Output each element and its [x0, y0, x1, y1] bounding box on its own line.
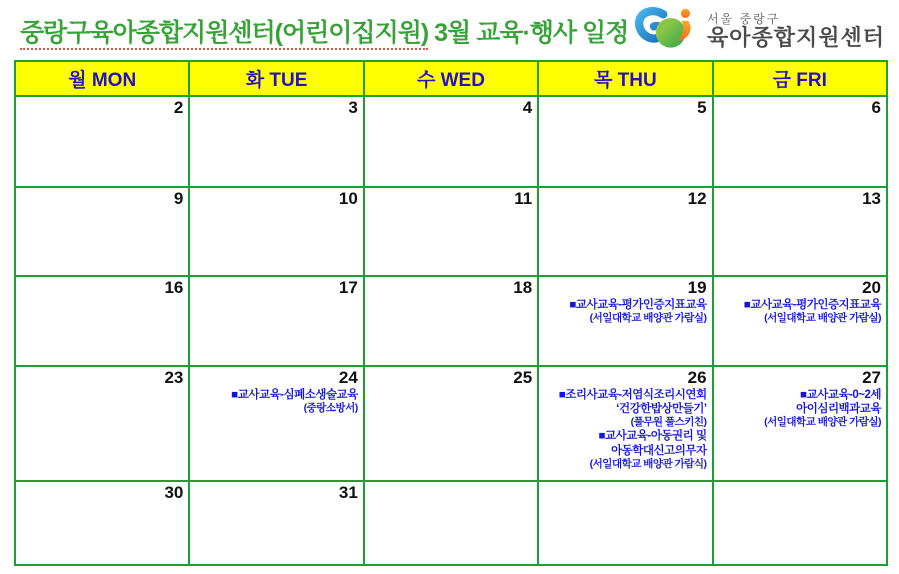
date-number: 20 — [862, 278, 881, 297]
calendar-cell — [15, 481, 189, 565]
calendar-cell — [189, 187, 363, 276]
calendar-cell — [713, 481, 887, 565]
date-number: 26 — [687, 368, 707, 387]
center-logo — [632, 6, 889, 56]
event-title-line: ■교사교육-평가인증지표교육 — [569, 298, 707, 311]
sci-logo-icon — [632, 6, 700, 56]
event-location: (서일대학교 배양관 가람실) — [764, 416, 881, 429]
event-title-line: ■교사교육-0~2세 — [800, 388, 881, 401]
event-location: (서일대학교 배양관 가람식) — [589, 458, 707, 471]
calendar-week-row — [15, 366, 887, 481]
date-number: 6 — [871, 98, 881, 117]
calendar-table — [14, 60, 888, 566]
event-location: (풀무원 풀스키친) — [630, 416, 707, 429]
date-number: 13 — [862, 189, 881, 208]
date-number: 4 — [522, 98, 533, 117]
logo-region-label: 서울 중랑구 — [706, 12, 781, 27]
event-title-line: ■교사교육-아동권리 및 — [598, 430, 707, 443]
date-number: 31 — [338, 483, 358, 502]
date-number: 18 — [513, 278, 533, 297]
event-entry — [541, 429, 706, 471]
date-number: 24 — [338, 368, 358, 387]
event-location: (중랑소방서) — [303, 401, 358, 414]
event-title-line: ■교사교육-심폐소생술교육 — [231, 388, 358, 401]
calendar-week-row — [15, 276, 887, 366]
date-number: 16 — [164, 278, 184, 297]
calendar-cell — [189, 276, 363, 366]
calendar-cell — [364, 366, 538, 481]
date-number: 10 — [338, 189, 358, 208]
page-title-center-name: 중랑구육아종합지원센터(어린이집지원) — [20, 19, 428, 50]
calendar-cell — [538, 96, 712, 187]
date-number: 25 — [513, 368, 533, 387]
event-title-line: 아동학대신고의무자 — [611, 444, 707, 457]
weekday-header: 수 WED — [364, 61, 538, 96]
calendar-cell — [538, 187, 712, 276]
page-title-schedule-label: 3월 교육·행사 일정 — [428, 19, 629, 47]
calendar-cell — [538, 366, 712, 481]
date-number: 5 — [697, 98, 707, 117]
calendar-cell — [364, 187, 538, 276]
event-title-line: ■교사교육-평가인증지표교육 — [743, 298, 881, 311]
calendar-cell — [15, 187, 189, 276]
calendar-week-row — [15, 96, 887, 187]
calendar-cell — [15, 96, 189, 187]
weekday-header: 화 TUE — [189, 61, 363, 96]
event-entry — [541, 298, 706, 326]
calendar-cell — [364, 276, 538, 366]
calendar-cell — [538, 481, 712, 565]
date-number: 17 — [338, 278, 358, 297]
calendar-cell — [713, 187, 887, 276]
event-entry — [716, 388, 881, 430]
date-number: 23 — [164, 368, 184, 387]
calendar-cell — [15, 366, 189, 481]
date-number: 19 — [687, 278, 707, 297]
page-title — [20, 13, 628, 49]
event-location: (서일대학교 배양관 가람실) — [764, 311, 881, 324]
event-title-line: ‘건강한밥상만들기’ — [616, 402, 707, 415]
event-title-line: 아이심리백과교육 — [796, 402, 881, 415]
calendar-wrap — [14, 60, 888, 566]
calendar-cell — [189, 96, 363, 187]
calendar-cell — [189, 481, 363, 565]
weekday-header: 목 THU — [538, 61, 712, 96]
page-header — [0, 0, 899, 60]
date-number: 3 — [348, 98, 358, 117]
calendar-cell — [364, 96, 538, 187]
calendar-cell — [713, 366, 887, 481]
calendar-cell — [364, 481, 538, 565]
date-number: 11 — [514, 189, 533, 208]
logo-text — [707, 13, 885, 49]
logo-name-label: 육아종합지원센터 — [706, 24, 885, 50]
event-entry — [541, 388, 706, 430]
date-number: 30 — [164, 483, 184, 502]
calendar-week-row — [15, 187, 887, 276]
event-location: (서일대학교 배양관 가람실) — [589, 311, 707, 324]
calendar-cell — [538, 276, 712, 366]
date-number: 27 — [862, 368, 881, 387]
date-number: 9 — [173, 189, 184, 208]
date-number: 2 — [173, 98, 184, 117]
calendar-week-row — [15, 481, 887, 565]
calendar-cell — [713, 96, 887, 187]
calendar-cell — [189, 366, 363, 481]
event-title-line: ■조리사교육-저염식조리시연회 — [558, 388, 707, 401]
event-entry — [716, 298, 881, 326]
calendar-cell — [713, 276, 887, 366]
calendar-body — [15, 96, 887, 565]
date-number: 12 — [687, 189, 707, 208]
calendar-cell — [15, 276, 189, 366]
event-entry — [192, 388, 357, 416]
weekday-header: 금 FRI — [713, 61, 887, 96]
weekday-row — [15, 61, 887, 96]
weekday-header: 월 MON — [15, 61, 189, 96]
